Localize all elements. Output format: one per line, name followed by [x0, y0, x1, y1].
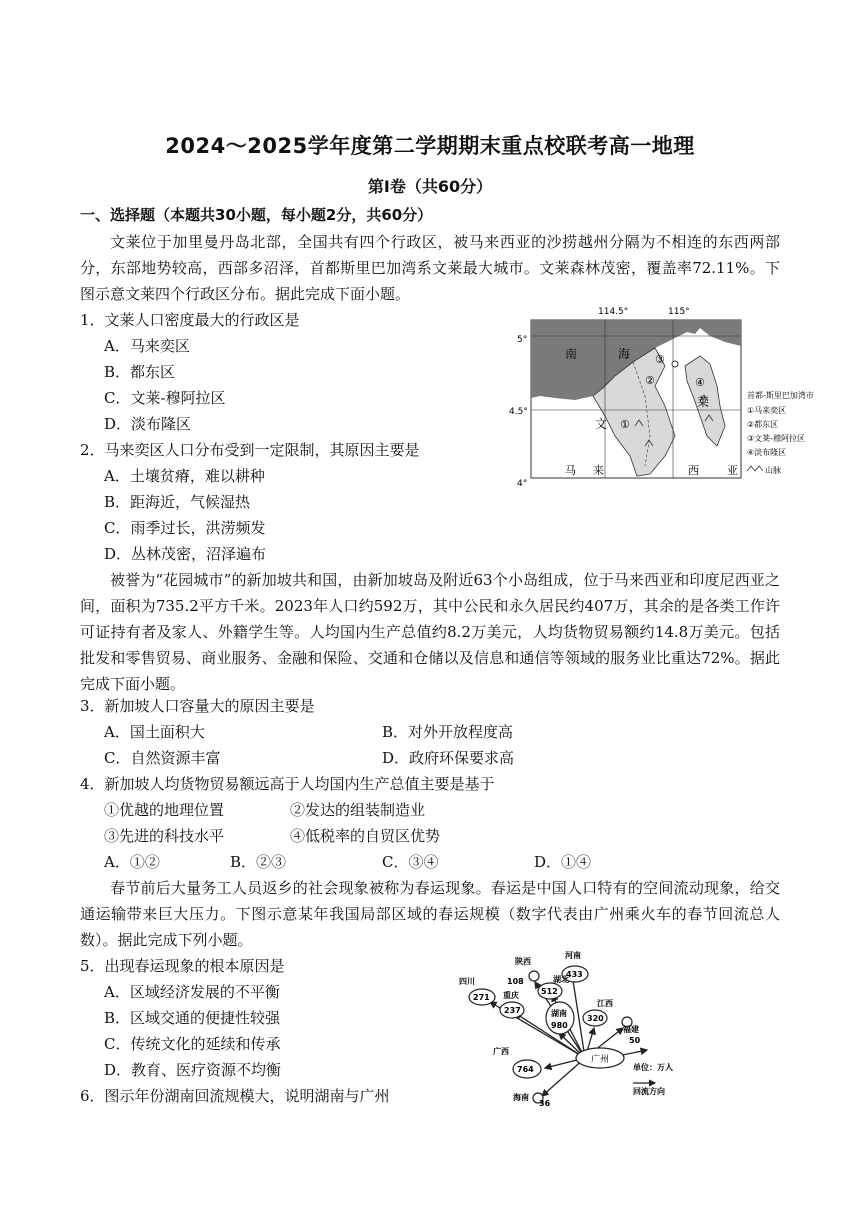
svg-text:陕西: 陕西: [515, 957, 531, 966]
question-2-option-b: B．距海近，气候湿热: [104, 493, 251, 511]
svg-text:271: 271: [473, 993, 490, 1002]
shaanxi-node: [529, 971, 539, 981]
svg-text:①马来奕区: ①马来奕区: [747, 406, 787, 415]
section-heading: 一、选择题（本题共30小题，每小题2分，共60分）: [80, 206, 433, 224]
svg-text:海: 海: [618, 347, 631, 361]
brunei-map: [505, 306, 845, 496]
svg-text:福建: 福建: [623, 1025, 639, 1034]
question-1-option-b: B．都东区: [104, 363, 176, 381]
svg-text:115°: 115°: [668, 307, 690, 317]
question-1-option-a: A．马来奕区: [104, 337, 190, 355]
question-5-stem: 5．出现春运现象的根本原因是: [80, 957, 285, 975]
svg-text:马: 马: [565, 464, 576, 477]
svg-text:重庆: 重庆: [503, 991, 519, 1000]
question-4-statement-4: ④低税率的自贸区优势: [290, 827, 441, 845]
svg-text:湖南: 湖南: [551, 1009, 567, 1018]
question-4-option-a: A．①②: [104, 853, 160, 871]
svg-text:回流方向: 回流方向: [633, 1087, 665, 1096]
question-4-option-d: D．①④: [534, 853, 592, 871]
svg-text:320: 320: [587, 1014, 604, 1023]
question-2-option-d: D．丛林茂密，沼泽遍布: [104, 545, 267, 563]
question-4-option-b: B．②③: [230, 853, 287, 871]
question-2-option-c: C．雨季过长，洪涝频发: [104, 519, 266, 537]
svg-text:764: 764: [517, 1065, 534, 1074]
page-title: 2024～2025学年度第二学期期末重点校联考高一地理: [165, 134, 695, 158]
svg-text:亚: 亚: [727, 464, 738, 477]
svg-text:36: 36: [539, 1099, 551, 1108]
svg-text:5°: 5°: [517, 335, 528, 345]
svg-text:④淡布隆区: ④淡布隆区: [747, 448, 787, 457]
svg-text:①: ①: [620, 418, 630, 431]
question-5-option-c: C．传统文化的延续和传承: [104, 1035, 281, 1053]
svg-text:单位：万人: 单位：万人: [633, 1063, 673, 1072]
question-5-option-a: A．区域经济发展的不平衡: [104, 983, 280, 1001]
svg-text:114.5°: 114.5°: [598, 307, 629, 317]
question-2-stem: 2．马来奕区人口分布受到一定限制，其原因主要是: [80, 441, 420, 459]
svg-text:河南: 河南: [565, 951, 581, 960]
svg-text:237: 237: [504, 1006, 521, 1015]
svg-text:西: 西: [688, 464, 699, 477]
svg-text:广西: 广西: [493, 1047, 509, 1056]
svg-text:四川: 四川: [459, 977, 475, 986]
question-4-option-c: C．③④: [382, 853, 439, 871]
svg-text:来: 来: [593, 464, 604, 477]
svg-text:50: 50: [629, 1036, 641, 1045]
question-5-option-b: B．区域交通的便捷性较强: [104, 1009, 281, 1027]
question-4-statement-2: ②发达的组装制造业: [290, 801, 426, 819]
svg-text:③文莱-穆阿拉区: ③文莱-穆阿拉区: [747, 434, 806, 443]
passage-singapore: 被誉为“花园城市”的新加坡共和国，由新加坡岛及附近63个小岛组成，位于马来西亚和印度尼西亚之间，面积为735.2平方千米。2023年人口约592万，其中公民和永久居民约407万，其余的是各类工作许可证持有者及家人、外籍学生等。人均国内生产总值约8.2万美元，人均货物贸易额约14.8万美元。包括批发和零售贸易、商业服务、金融和保险、交通和仓储以及信息和通信等领域的服务业比重达72%。据此完成下面小题。: [80, 571, 780, 693]
question-3-option-a: A．国土面积大: [104, 723, 205, 741]
passage-brunei: 文莱位于加里曼丹岛北部，全国共有四个行政区，被马来西亚的沙捞越州分隔为不相连的东西两部分，东部地势较高，西部多沼泽，首都斯里巴加湾系文莱最大城市。文莱森林茂密，覆盖率72.11%。下图示意文莱四个行政区分布。据此完成下面小题。: [80, 233, 780, 303]
question-1-stem: 1．文莱人口密度最大的行政区是: [80, 311, 300, 329]
svg-text:512: 512: [541, 987, 558, 996]
svg-text:江西: 江西: [597, 999, 613, 1008]
svg-text:莱: 莱: [697, 395, 710, 409]
question-4-stem: 4．新加坡人均货物贸易额远高于人均国内生产总值主要是基于: [80, 775, 495, 793]
svg-text:海南: 海南: [513, 1093, 529, 1102]
question-4-statement-1: ①优越的地理位置: [104, 801, 225, 819]
passage-spring-festival: 春节前后大量务工人员返乡的社会现象被称为春运现象。春运是中国人口特有的空间流动现象，给交通运输带来巨大压力。下图示意某年我国局部区域的春运规模（数字代表由广州乘火车的春节回流总人数）。据此完成下列小题。: [80, 879, 780, 949]
question-3-stem: 3．新加坡人口容量大的原因主要是: [80, 697, 315, 715]
svg-text:山脉: 山脉: [765, 466, 781, 475]
question-3-option-c: C．自然资源丰富: [104, 749, 221, 767]
svg-text:湖北: 湖北: [553, 975, 569, 984]
svg-text:433: 433: [566, 970, 583, 979]
svg-text:③: ③: [655, 353, 665, 366]
question-2-option-a: A．土壤贫瘠，难以耕种: [104, 467, 265, 485]
svg-text:文: 文: [595, 417, 608, 431]
svg-text:②: ②: [645, 374, 655, 387]
question-6-stem: 6．图示年份湖南回流规模大，说明湖南与广州: [80, 1087, 390, 1105]
svg-text:首都-斯里巴加湾市: 首都-斯里巴加湾市: [747, 391, 814, 400]
svg-text:南: 南: [565, 347, 578, 361]
svg-text:4°: 4°: [517, 479, 528, 489]
question-1-option-d: D．淡布隆区: [104, 415, 192, 433]
spring-festival-flow-map: [445, 948, 675, 1108]
question-1-option-c: C．文莱-穆阿拉区: [104, 389, 226, 407]
part-title: 第Ⅰ卷（共60分）: [367, 177, 493, 196]
question-3-option-b: B．对外开放程度高: [382, 723, 514, 741]
svg-text:广州: 广州: [591, 1055, 610, 1065]
svg-text:980: 980: [551, 1021, 568, 1030]
svg-text:②都东区: ②都东区: [747, 420, 779, 429]
svg-text:108: 108: [507, 977, 524, 986]
svg-text:④: ④: [695, 376, 705, 389]
capital-marker: [672, 361, 678, 367]
question-4-statement-3: ③先进的科技水平: [104, 827, 225, 845]
question-3-option-d: D．政府环保要求高: [382, 749, 515, 767]
svg-text:4.5°: 4.5°: [509, 407, 528, 417]
question-5-option-d: D．教育、医疗资源不均衡: [104, 1061, 282, 1079]
